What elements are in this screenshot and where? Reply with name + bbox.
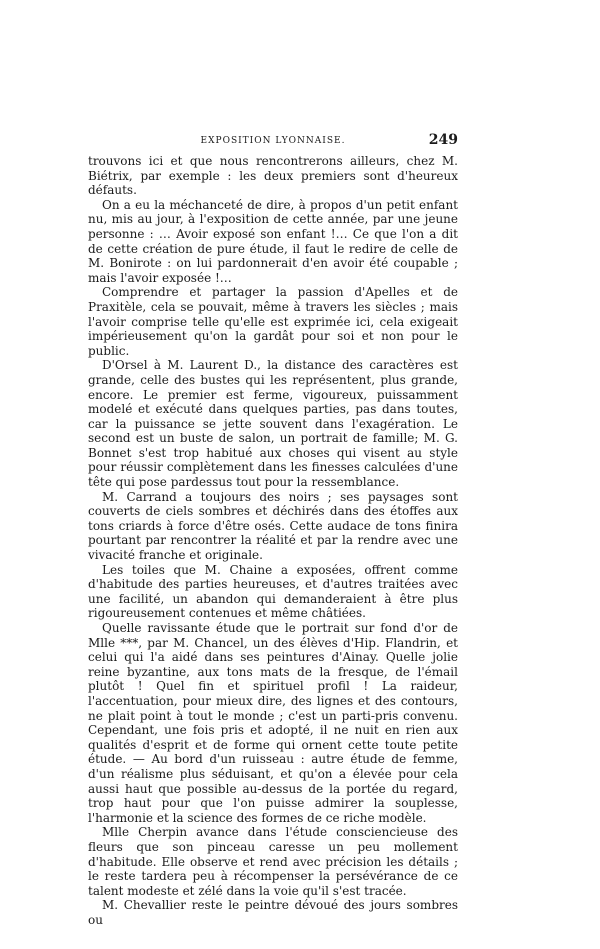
page-header	[88, 132, 458, 154]
paragraph-orsel: D'Orsel à M. Laurent D., la distance des caractères est grande, celle des bustes qui les représentent, plus grande, encore. Le premier est ferme, vigoureux, puissamment modelé et exécuté dans quelques parties, pas dans toutes, car la puissance se jette souvent dans l'exagération. Le second est un buste de salon, un portrait de famille; M. G. Bonnet s'est trop habitué aux choses qui visent au style pour réussir complètement dans les finesses calculées d'une tête qui pose pardessus tout pour la ressemblance.	[88, 358, 458, 490]
paragraph-biétrix: trouvons ici et que nous rencontrerons ailleurs, chez M. Biétrix, par exemple : les deux premiers sont d'heureux défauts.	[88, 154, 458, 198]
running-head: EXPOSITION LYONNAISE.	[200, 136, 346, 146]
book-page	[88, 132, 458, 927]
paragraph-apelles: Comprendre et partager la passion d'Apelles et de Praxitèle, cela se pouvait, même à travers les siècles ; mais l'avoir comprise telle qu'elle est exprimée ici, cela exigeait impérieusement qu'on la gardât pour soi et non pour le public.	[88, 285, 458, 358]
body-text	[88, 154, 458, 927]
paragraph-chevallier: M. Chevallier reste le peintre dévoué des jours sombres ou	[88, 898, 458, 927]
page-number: 249	[428, 132, 458, 148]
paragraph-bonirote: On a eu la méchanceté de dire, à propos d'un petit enfant nu, mis au jour, à l'exposition de cette année, par une jeune personne : … Avoir exposé son enfant !… Ce que l'on a dit de cette création de pure étude, il faut le redire de celle de M. Bonirote : on lui pardonnerait d'en avoir été coupable ; mais l'avoir exposée !…	[88, 197, 458, 285]
paragraph-chaine: Les toiles que M. Chaine a exposées, offrent comme d'habitude des parties heureuses, et d'autres traitées avec une facilité, un abandon qui demanderaient à être plus rigoureusement contenues et même châtiées.	[88, 562, 458, 621]
paragraph-chancel: Quelle ravissante étude que le portrait sur fond d'or de Mlle ***, par M. Chancel, un des élèves d'Hip. Flandrin, et celui qui l'a aidé dans ses peintures d'Ainay. Quelle jolie reine byzantine, aux tons mats de la fresque, de l'émail plutôt ! Quel fin et spirituel profil ! La raideur, l'accentuation, pour mieux dire, des lignes et des contours, ne plait point à tout le monde ; c'est un parti-pris convenu. Cependant, une fois pris et adopté, il ne nuit en rien aux qualités d'esprit et de forme qui ornent cette toute petite étude. — Au bord d'un ruisseau : autre étude de femme, d'un réalisme plus séduisant, et qu'on a élevée pour cela aussi haut que possible au-dessus de la portée du regard, trop haut pour que l'on puisse admirer la souplesse, l'harmonie et la science des formes de ce riche modèle.	[88, 621, 458, 825]
paragraph-cherpin: Mlle Cherpin avance dans l'étude consciencieuse des fleurs que son pinceau caresse un peu mollement d'habitude. Elle observe et rend avec précision les détails ; le reste tardera peu à récompenser la persévérance de ce talent modeste et zélé dans la voie qu'il s'est tracée.	[88, 825, 458, 898]
paragraph-carrand: M. Carrand a toujours des noirs ; ses paysages sont couverts de ciels sombres et déchirés dans des étoffes aux tons criards à force d'être osés. Cette audace de tons finira pourtant par rencontrer la réalité et par la rendre avec une vivacité franche et originale.	[88, 489, 458, 563]
